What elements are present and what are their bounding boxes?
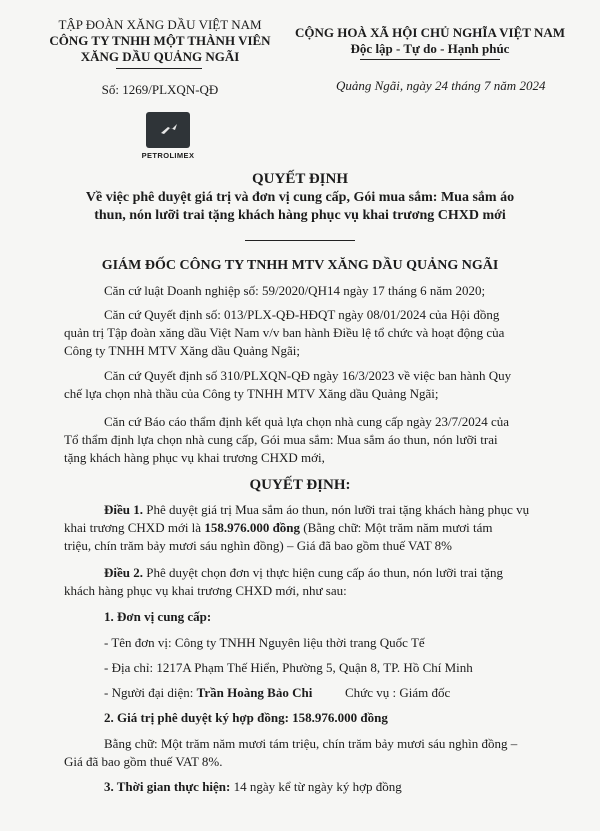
- org-underline: [116, 68, 202, 69]
- article-1-label: Điều 1.: [104, 502, 143, 517]
- contract-value-title: 2. Giá trị phê duyệt ký hợp đồng: 158.976.000 đồng: [104, 710, 388, 725]
- org-company: CÔNG TY TNHH MỘT THÀNH VIÊN: [49, 33, 271, 48]
- contract-value-words-l2: Giá đã bao gồm thuế VAT 8%.: [64, 754, 223, 769]
- motto: Độc lập - Tự do - Hạnh phúc: [350, 41, 510, 56]
- doc-subject-line2: thun, nón lưỡi trai tặng khách hàng phục vụ khai trương CHXD mới: [94, 208, 506, 223]
- basis-report-l3: tặng khách hàng phục vụ khai trương CHXD mới,: [64, 450, 325, 465]
- subject-underline: [245, 240, 355, 241]
- article-2-text1: Phê duyệt chọn đơn vị thực hiện cung cấp áo thun, nón lưỡi trai tặng: [143, 565, 503, 580]
- place-date: Quảng Ngãi, ngày 24 tháng 7 năm 2024: [336, 78, 546, 93]
- doc-number: Số: 1269/PLXQN-QĐ: [101, 82, 219, 97]
- article-1-text2: khai trương CHXD mới là: [64, 520, 205, 535]
- basis-charter-l1: Căn cứ Quyết định số: 013/PLX-QĐ-HĐQT ngày 08/01/2024 của Hội đồng: [104, 307, 500, 322]
- contract-value-words-l1: Bằng chữ: Một trăm năm mươi tám triệu, chín trăm bảy mươi sáu nghìn đồng –: [104, 736, 518, 751]
- basis-procurement-l1: Căn cứ Quyết định số 310/PLXQN-QĐ ngày 16/3/2023 về việc ban hành Quy: [104, 368, 512, 383]
- decision-heading: QUYẾT ĐỊNH:: [249, 477, 351, 493]
- article-2-label: Điều 2.: [104, 565, 143, 580]
- article-1-line1: [104, 502, 529, 518]
- supplier-address: - Địa chỉ: 1217A Phạm Thế Hiển, Phường 5, Quận 8, TP. Hồ Chí Minh: [104, 660, 473, 675]
- supplier-representative: [104, 685, 312, 701]
- petrolimex-logo: [146, 112, 190, 148]
- article-1-line2: [64, 520, 493, 536]
- article-1-text1: Phê duyệt giá trị Mua sắm áo thun, nón lưỡi trai tặng khách hàng phục vụ: [143, 502, 530, 517]
- article-2-line1: [104, 565, 503, 581]
- execution-time: [104, 779, 402, 795]
- supplier-section-title: 1. Đơn vị cung cấp:: [104, 609, 212, 624]
- article-1-line3: triệu, chín trăm bảy mươi sáu nghìn đồng) – Giá đã bao gồm thuế VAT 8%: [64, 538, 452, 553]
- doc-subject-line1: Về việc phê duyệt giá trị và đơn vị cung cấp, Gói mua sắm: Mua sắm áo: [85, 190, 515, 205]
- basis-charter-l3: Công ty TNHH MTV Xăng dầu Quảng Ngãi;: [64, 343, 301, 358]
- basis-enterprise-law: Căn cứ luật Doanh nghiệp số: 59/2020/QH14 ngày 17 tháng 6 năm 2020;: [104, 283, 486, 298]
- representative-label: - Người đại diện:: [104, 685, 197, 700]
- article-1-amount: 158.976.000 đồng: [204, 520, 301, 535]
- org-company-name: XĂNG DẦU QUẢNG NGÃI: [80, 49, 240, 64]
- article-2-line2: khách hàng phục vụ khai trương CHXD mới, như sau:: [64, 583, 347, 598]
- execution-time-label: 3. Thời gian thực hiện:: [104, 779, 231, 794]
- basis-report-l1: Căn cứ Báo cáo thẩm định kết quả lựa chọn nhà cung cấp ngày 23/7/2024 của: [104, 414, 510, 429]
- representative-name: Trần Hoàng Bảo Chi: [196, 685, 313, 700]
- logo-emblem-icon: [160, 122, 178, 136]
- supplier-name: - Tên đơn vị: Công ty TNHH Nguyên liệu thời trang Quốc Tế: [104, 635, 425, 650]
- basis-report-l2: Tổ thẩm định lựa chọn nhà cung cấp, Gói mua sắm: Mua sắm áo thun, nón lưỡi trai: [64, 432, 498, 447]
- article-1-text3: (Bằng chữ: Một trăm năm mươi tám: [300, 520, 493, 535]
- nation-title: CỘNG HOÀ XÃ HỘI CHỦ NGHĨA VIỆT NAM: [294, 25, 566, 40]
- basis-procurement-l2: chế lựa chọn nhà thầu của Công ty TNHH MTV Xăng dầu Quảng Ngãi;: [64, 386, 439, 401]
- motto-underline: [360, 59, 500, 60]
- issuing-authority: GIÁM ĐỐC CÔNG TY TNHH MTV XĂNG DẦU QUẢNG NGÃI: [101, 258, 499, 273]
- execution-time-value: 14 ngày kể từ ngày ký hợp đồng: [230, 779, 402, 794]
- representative-position: Chức vụ : Giám đốc: [345, 685, 451, 700]
- basis-charter-l2: quản trị Tập đoàn xăng dầu Việt Nam v/v ban hành Điều lệ tổ chức và hoạt động của: [64, 325, 505, 340]
- org-parent: TẬP ĐOÀN XĂNG DẦU VIỆT NAM: [58, 17, 262, 32]
- logo-text: PETROLIMEX: [141, 151, 195, 160]
- doc-type: QUYẾT ĐỊNH: [252, 171, 348, 187]
